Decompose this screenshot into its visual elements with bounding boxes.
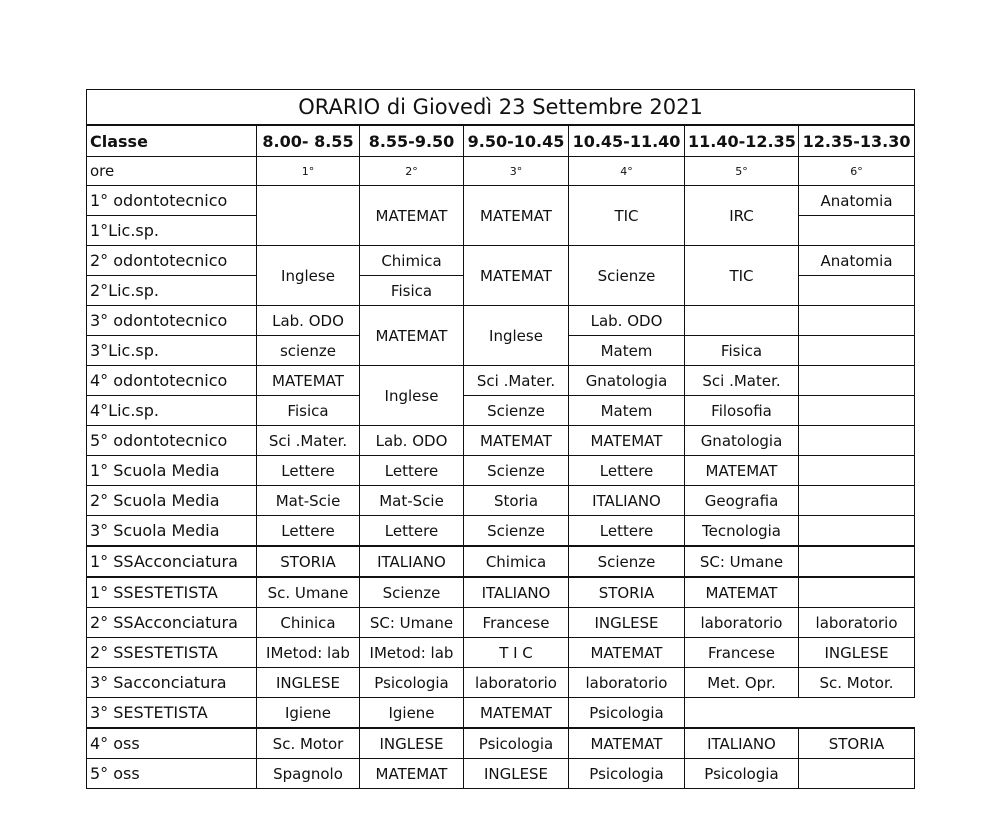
table-row (87, 426, 915, 456)
lesson-cell: INGLESE (799, 638, 915, 668)
lesson-cell: INGLESE (569, 608, 685, 638)
lesson-cell: SC: Umane (685, 546, 799, 577)
class-name: 2°Lic.sp. (87, 276, 257, 306)
lesson-cell: Lettere (360, 456, 464, 486)
lesson-cell (799, 486, 915, 516)
lesson-cell (799, 216, 915, 246)
lesson-cell (799, 698, 915, 729)
lesson-cell: Scienze (464, 516, 569, 547)
lesson-cell (799, 366, 915, 396)
table-row (87, 698, 915, 729)
header-slot: 10.45-11.40 (569, 125, 685, 157)
lesson-cell (685, 698, 799, 729)
lesson-cell: MATEMAT (360, 186, 464, 246)
lesson-cell: Inglese (464, 306, 569, 366)
ore-value: 5° (685, 157, 799, 186)
lesson-cell: MATEMAT (569, 426, 685, 456)
class-name: 5° oss (87, 759, 257, 789)
lesson-cell: Chimica (360, 246, 464, 276)
lesson-cell: Psicologia (569, 698, 685, 729)
lesson-cell: Tecnologia (685, 516, 799, 547)
lesson-cell: INGLESE (464, 759, 569, 789)
header-slot: 11.40-12.35 (685, 125, 799, 157)
lesson-cell: INGLESE (360, 728, 464, 759)
class-name: 1° SSESTETISTA (87, 577, 257, 608)
lesson-cell: Mat-Scie (360, 486, 464, 516)
lesson-cell: Inglese (257, 246, 360, 306)
ore-value: 4° (569, 157, 685, 186)
lesson-cell (799, 396, 915, 426)
lesson-cell: IMetod: lab (257, 638, 360, 668)
lesson-cell (799, 336, 915, 366)
class-name: 1° SSAcconciatura (87, 546, 257, 577)
lesson-cell: Lettere (569, 456, 685, 486)
page-title: ORARIO di Giovedì 23 Settembre 2021 (87, 90, 915, 126)
lesson-cell (799, 577, 915, 608)
lesson-cell (799, 426, 915, 456)
table-row (87, 668, 915, 698)
class-name: 3° Scuola Media (87, 516, 257, 547)
lesson-cell: TIC (569, 186, 685, 246)
lesson-cell: Matem (569, 336, 685, 366)
lesson-cell (799, 276, 915, 306)
lesson-cell: Scienze (569, 246, 685, 306)
lesson-cell: Sci .Mater. (685, 366, 799, 396)
lesson-cell: Scienze (464, 456, 569, 486)
lesson-cell: Lettere (360, 516, 464, 547)
class-name: 2° Scuola Media (87, 486, 257, 516)
lesson-cell: Lettere (569, 516, 685, 547)
lesson-cell (257, 186, 360, 246)
lesson-cell: Igiene (257, 698, 360, 729)
class-name: 2° SSAcconciatura (87, 608, 257, 638)
lesson-cell: Lettere (257, 516, 360, 547)
class-name: 1° Scuola Media (87, 456, 257, 486)
lesson-cell: Chimica (464, 546, 569, 577)
lesson-cell (685, 306, 799, 336)
table-row (87, 759, 915, 789)
lesson-cell: Lab. ODO (360, 426, 464, 456)
lesson-cell: MATEMAT (464, 426, 569, 456)
lesson-cell: STORIA (799, 728, 915, 759)
class-name: 4° odontotecnico (87, 366, 257, 396)
lesson-cell: IMetod: lab (360, 638, 464, 668)
header-slot: 9.50-10.45 (464, 125, 569, 157)
ore-value: 2° (360, 157, 464, 186)
table-row (87, 546, 915, 577)
class-name: 4°Lic.sp. (87, 396, 257, 426)
lesson-cell: Psicologia (464, 728, 569, 759)
header-slot: 12.35-13.30 (799, 125, 915, 157)
lesson-cell: Gnatologia (569, 366, 685, 396)
class-name: 3° odontotecnico (87, 306, 257, 336)
lesson-cell: Storia (464, 486, 569, 516)
lesson-cell: MATEMAT (360, 759, 464, 789)
lesson-cell: laboratorio (569, 668, 685, 698)
lesson-cell: Lab. ODO (257, 306, 360, 336)
lesson-cell: MATEMAT (464, 186, 569, 246)
table-row (87, 486, 915, 516)
lesson-cell: ITALIANO (360, 546, 464, 577)
lesson-cell: MATEMAT (685, 456, 799, 486)
lesson-cell: MATEMAT (569, 728, 685, 759)
lesson-cell: TIC (685, 246, 799, 306)
lesson-cell: MATEMAT (685, 577, 799, 608)
lesson-cell: MATEMAT (257, 366, 360, 396)
lesson-cell: Sc. Motor. (799, 668, 915, 698)
lesson-cell: SC: Umane (360, 608, 464, 638)
table-row (87, 608, 915, 638)
lesson-cell (799, 456, 915, 486)
lesson-cell: Scienze (569, 546, 685, 577)
lesson-cell: Chinica (257, 608, 360, 638)
class-name: 2° odontotecnico (87, 246, 257, 276)
lesson-cell: MATEMAT (569, 638, 685, 668)
lesson-cell: laboratorio (799, 608, 915, 638)
lesson-cell: IRC (685, 186, 799, 246)
lesson-cell: Psicologia (685, 759, 799, 789)
lesson-cell: Sc. Motor (257, 728, 360, 759)
table-row (87, 516, 915, 547)
lesson-cell: Sci .Mater. (464, 366, 569, 396)
ore-value: 1° (257, 157, 360, 186)
class-name: 5° odontotecnico (87, 426, 257, 456)
lesson-cell: MATEMAT (464, 698, 569, 729)
class-name: 3°Lic.sp. (87, 336, 257, 366)
lesson-cell: T I C (464, 638, 569, 668)
lesson-cell: MATEMAT (464, 246, 569, 306)
lesson-cell: Fisica (360, 276, 464, 306)
lesson-cell: Lettere (257, 456, 360, 486)
header-class: Classe (87, 125, 257, 157)
class-name: 1°Lic.sp. (87, 216, 257, 246)
lesson-cell: Fisica (257, 396, 360, 426)
lesson-cell: Lab. ODO (569, 306, 685, 336)
lesson-cell: Geografia (685, 486, 799, 516)
lesson-cell: Sc. Umane (257, 577, 360, 608)
lesson-cell: Francese (685, 638, 799, 668)
table-row (87, 638, 915, 668)
ore-value: 6° (799, 157, 915, 186)
class-name: 3° SESTETISTA (87, 698, 257, 729)
lesson-cell: Fisica (685, 336, 799, 366)
lesson-cell (799, 759, 915, 789)
lesson-cell: Scienze (464, 396, 569, 426)
lesson-cell: Met. Opr. (685, 668, 799, 698)
ore-label: ore (87, 157, 257, 186)
lesson-cell: ITALIANO (464, 577, 569, 608)
class-name: 2° SSESTETISTA (87, 638, 257, 668)
lesson-cell: Sci .Mater. (257, 426, 360, 456)
lesson-cell: scienze (257, 336, 360, 366)
lesson-cell: Igiene (360, 698, 464, 729)
timetable (86, 89, 915, 789)
lesson-cell: Psicologia (569, 759, 685, 789)
header-slot: 8.00- 8.55 (257, 125, 360, 157)
lesson-cell: ITALIANO (569, 486, 685, 516)
ore-value: 3° (464, 157, 569, 186)
lesson-cell: Francese (464, 608, 569, 638)
lesson-cell: laboratorio (685, 608, 799, 638)
lesson-cell: Gnatologia (685, 426, 799, 456)
lesson-cell: INGLESE (257, 668, 360, 698)
class-name: 3° Sacconciatura (87, 668, 257, 698)
table-row (87, 728, 915, 759)
lesson-cell: MATEMAT (360, 306, 464, 366)
lesson-cell: Psicologia (360, 668, 464, 698)
lesson-cell: STORIA (257, 546, 360, 577)
table-row (87, 456, 915, 486)
table-row (87, 577, 915, 608)
lesson-cell: Filosofia (685, 396, 799, 426)
lesson-cell: Anatomia (799, 186, 915, 216)
lesson-cell (799, 306, 915, 336)
lesson-cell: Anatomia (799, 246, 915, 276)
lesson-cell: Matem (569, 396, 685, 426)
lesson-cell (799, 546, 915, 577)
lesson-cell: ITALIANO (685, 728, 799, 759)
lesson-cell (799, 516, 915, 547)
lesson-cell: Spagnolo (257, 759, 360, 789)
lesson-cell: Inglese (360, 366, 464, 426)
lesson-cell: STORIA (569, 577, 685, 608)
class-name: 4° oss (87, 728, 257, 759)
header-slot: 8.55-9.50 (360, 125, 464, 157)
lesson-cell: laboratorio (464, 668, 569, 698)
lesson-cell: Mat-Scie (257, 486, 360, 516)
class-name: 1° odontotecnico (87, 186, 257, 216)
lesson-cell: Scienze (360, 577, 464, 608)
